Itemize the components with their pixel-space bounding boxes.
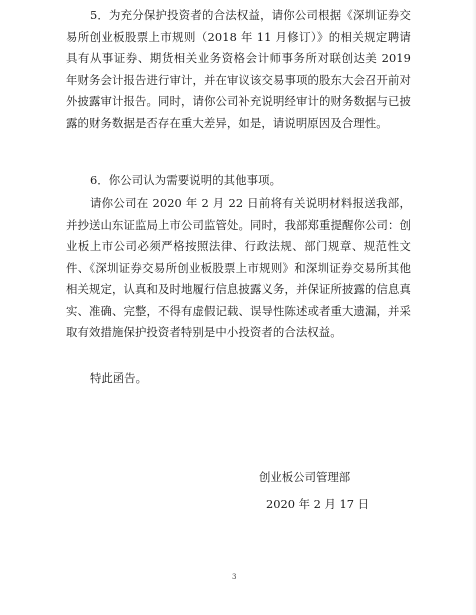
- page-number: 3: [232, 573, 237, 581]
- paragraph-request: 请你公司在 2020 年 2 月 22 日前将有关说明材料报送我部，并抄送山东证监局上市公司监管处。同时，我部郑重提醒你公司：创业板上市公司必须严格按照法律、行政法规、部门规章、规范性文件、《深圳证券交易所创业板股票上市规则》和深圳证券交易所其他相关规定，认真和及时地履行信息披露义务，并保证所披露的信息真实、准确、完整，不得有虚假记载、误导性陈述或者重大遗漏，并采取有效措施保护投资者特别是中小投资者的合法权益。: [66, 196, 411, 339]
- closing-remark: 特此函告。: [90, 371, 147, 385]
- paragraph-item-5: 5．为充分保护投资者的合法权益，请你公司根据《深圳证券交易所创业板股票上市规则（2018 年 11 月修订）》的相关规定聘请具有从事证券、期货相关业务资格会计师事务所对联创达美 2019 年财务会计报告进行审计，并在审议该交易事项的股东大会召开前对外披露审计报告。同时，请你公司补充说明经审计的财务数据与已披露的财务数据是否存在重大差异，如是，请说明原因及合理性。: [66, 8, 411, 130]
- signature-department: 创业板公司管理部: [259, 470, 351, 484]
- paragraph-item-6: 6．你公司认为需要说明的其他事项。: [89, 173, 282, 187]
- signature-date: 2020 年 2 月 17 日: [266, 497, 370, 511]
